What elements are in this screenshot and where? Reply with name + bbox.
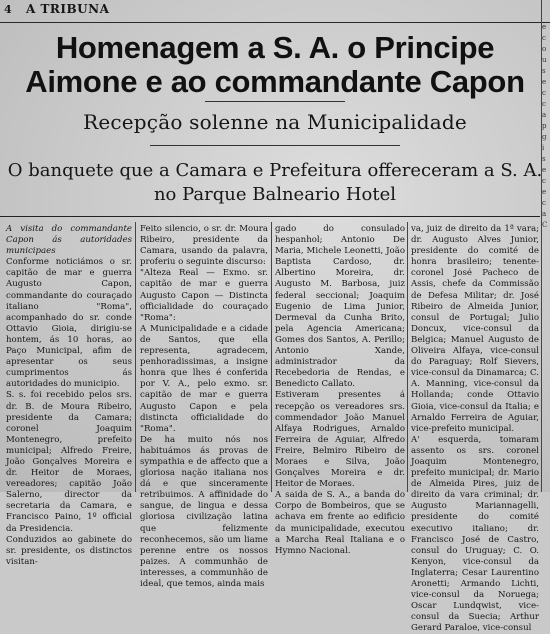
headline-line-2: Aimone e ao commandante Capon [25,64,525,99]
subtitle-rule [150,145,400,146]
adjacent-page-edge-text: e c o u s e c c a p g i s e c e c a C [542,23,548,229]
page-header [0,0,550,23]
article-column-4 [411,224,539,634]
column-text: gado do consulado hespanhol; Antonio De Maria, Michele Leonetti, João Baptista Cardoso, dr. Albertino Moreira, dr. Augusto M. Barbosa, juiz federal seccional; Joaquim Eugenio de Lima Junior, Dermeval da Cunha Brito, pela Agencia Americana; Gomes dos Santos, A. Perillo; Antonio Xande, administrador da Recebedoria de Rendas, e Benedicto Callato. Estiveram presentes á recepção os vereadores srs. commendador João Manuel Alfaya Rodrigues, Arnaldo Ferreira de Aguiar, Alfredo Freire, Belmiro Ribeiro de Moraes e Silva, João Gonçalves Moreira e dr. Heitor de Moraes. A saida de S. A., a banda do Corpo de Bombeiros, que se achava em frente ao edificio da municipalidade, executou a Marcha Real Italiana e o Hymno Nacional. [275,224,405,556]
page-number: 4 [4,3,12,16]
column-divider [271,222,272,492]
headline-subtitle: Recepção solenne na Municipalidade [83,110,467,134]
column-text: Conforme noticiámos o sr. capitão de mar e guerra Augusto Capon, commandante do couraçado italiano "Roma", acompanhado do sr. conde Ottavio Gioia, dirigiu-se hontem, ás 10 horas, ao Paço Municipal, afim de apresentar os seus cumprimentos ás autoridades do municipio. S. s. foi recebido pelos srs. dr. B. de Moura Ribeiro, presidente da Camara; coronel Joaquim Montenegro, prefeito municipal; Alfredo Freire, João Gonçalves Moreira e dr. Heitor de Moraes, vereadores; capitão João Salerno, director da secretaria da Camara, e Francisco Paino, 1º official da Presidencia. Conduzidos ao gabinete do sr. presidente, os distinctos visitan- [6,257,132,567]
headline-line-1: Homenagem a S. A. o Principe [55,30,495,65]
headline-separator [205,101,345,102]
column-subhead: A visita do commandante Capon ás autoridades municipaes [6,224,132,257]
section-rule [0,216,540,217]
column-text: va, juiz de direito da 1ª vara; dr. Augusto Alves Junior, presidente do comité de honra brasileiro; tenente-coronel José Pacheco de Assis, chefe da Commissão de Defesa Militar; dr. José Ribeiro de Almeida Junior, consul de Portugal; Julio Doncux, vice-consul da Belgica; Manuel Augusto de Oliveira Alfaya, vice-consul do Paraguay; Rolf Sievers, vice-consul da Dinamarca; C. A. Manning, vice-consul da Hollanda; conde Ottavio Gioia, vice-consul da Italia; e Arnaldo Ferreira de Aguiar, vice-prefeito municipal. A' esquerda, tomaram assento os srs. coronel Joaquim Montenegro, prefeito municipal; dr. Mario de Almeida Pires, juiz de direito da vara criminal; dr. Augusto Mariannagelli, presidente do comité executivo italiano; dr. Francisco José de Castro, consul do Uruguay; C. O. Kenyon, vice-consul da Inglaterra; Cesar Laurentino Aronetti; Armando Lichti, vice-consul da Noruega; Oscar Lundqwist, vice-consul da Suecia; Arthur Gerard Paraloe, vice-consul [411,224,539,634]
column-divider [407,222,408,492]
newspaper-name: A TRIBUNA [26,2,110,16]
article-column-1 [6,224,132,567]
article-column-2 [140,224,268,589]
deck-line-1: O banquete que a Camara e Prefeitura offereceram a S. A. [7,160,543,181]
deck-line-2: no Parque Balneario Hotel [153,184,397,205]
article-column-3 [275,224,405,556]
column-divider [135,222,136,492]
column-text: Feito silencio, o sr. dr. Moura Ribeiro, presidente da Camara, usando da palavra, proferiu o seguinte discurso: "Alteza Real — Exmo. sr. capitão de mar e guerra Augusto Capon — Distincta officialidade do couraçado "Roma": A Municipalidade e a cidade de Santos, que ella representa, agradecem, penhoradissimas, a insigne honra que lhes é conferida por V. A., pelo exmo. sr. capitão de mar e guerra Augusto Capon e pela distincta officialidade do "Roma". De ha muito nós nos habituámos ás provas de sympathia e de affecto que a gloriosa nação italiana nos dá e que sinceramente retribuimos. A affinidade do sangue, de lingua e dessa gloriosa civilização latina que felizmente reconhecemos, são um liame perenne entre os nossos paizes. A communhão de interesses, a communhão de ideal, que temos, ainda mais [140,224,268,589]
